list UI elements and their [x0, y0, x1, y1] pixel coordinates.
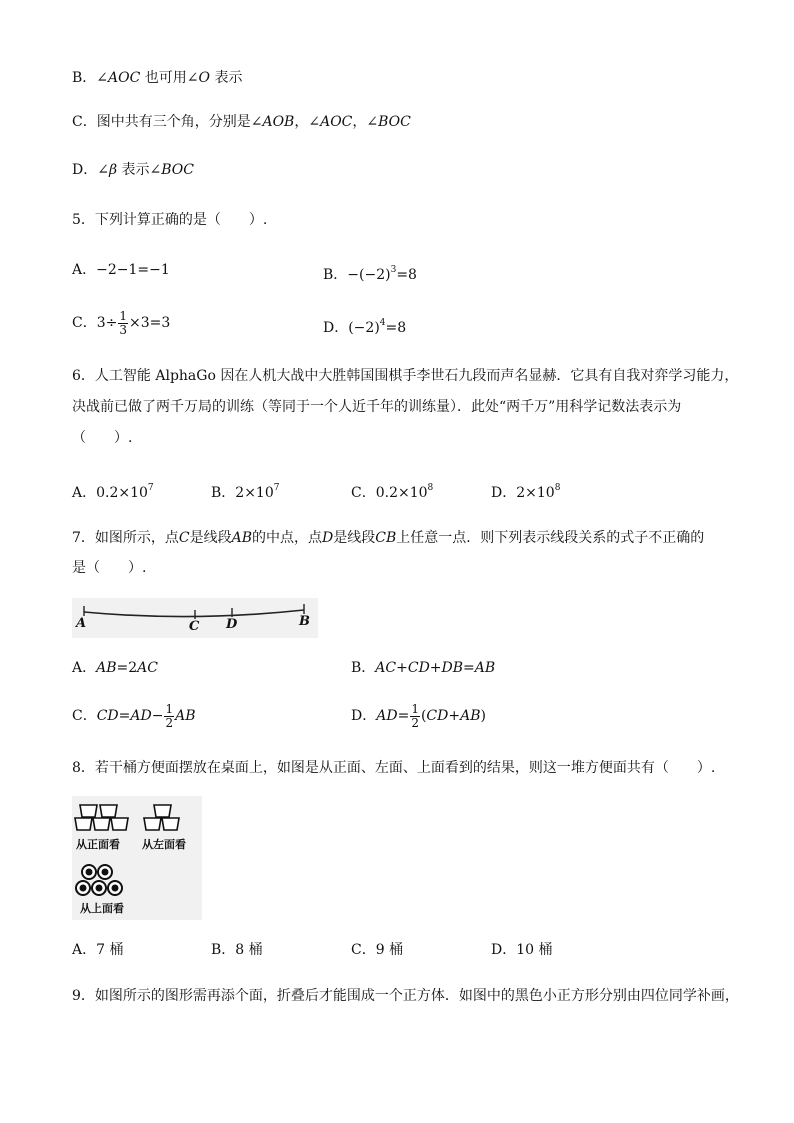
- q4-option-d: D．∠β 表示∠BOC: [72, 162, 194, 178]
- q7-option-c: C．CD=AD− $\frac{1}{2}$ AB: [72, 701, 196, 730]
- q8-option-b: B．8 桶: [211, 942, 263, 958]
- caption-left-view: 从左面看: [142, 838, 186, 851]
- q8-option-d: D．10 桶: [491, 942, 553, 958]
- left-view-drawing: [144, 805, 179, 830]
- q6-line-3: （ ）.: [72, 430, 133, 446]
- point-label-c: C: [189, 619, 200, 634]
- q6-option-a: A．$0.2\times 10^7$: [72, 483, 154, 501]
- q6-option-d: D．$2\times 10^8$: [491, 483, 561, 501]
- q6-option-c: C．$0.2\times 10^8$: [351, 483, 434, 501]
- q7-option-a: A．AB=2AC: [72, 660, 158, 676]
- q6-option-b: B．$2\times 10^7$: [211, 483, 280, 501]
- segment-figure: [72, 598, 318, 638]
- view-figure: [72, 796, 202, 920]
- q8-option-a: A．7 桶: [72, 942, 124, 958]
- fraction-one-half: $\frac{1}{2}$: [165, 701, 174, 730]
- point-label-b: B: [299, 614, 310, 629]
- q8-stem: 8．若干桶方便面摆放在桌面上，如图是从正面、左面、上面看到的结果，则这一堆方便面共有（ ）.: [72, 760, 716, 776]
- q7-line-1: 7．如图所示，点C是线段AB的中点，点D是线段CB上任意一点．则下列表示线段关系的式子不正确的: [72, 530, 705, 546]
- front-view-drawing: [75, 805, 128, 830]
- q7-line-2: 是（ ）.: [72, 560, 147, 576]
- point-label-d: D: [226, 617, 238, 632]
- q7-option-d: D．AD= $\frac{1}{2}$ (CD+AB): [351, 701, 486, 730]
- q9-line-1: 9．如图所示的图形需再添个面，折叠后才能围成一个正方体．如图中的黑色小正方形分别由四位同学补画，: [72, 988, 739, 1004]
- q6-line-1: 6．人工智能 AlphaGo 因在人机大战中大胜韩国围棋手李世石九段而声名显赫．它具有自我对弈学习能力，: [72, 368, 739, 384]
- q5-option-c: C．3÷ $\frac{1}{3}$ ×3=3: [72, 308, 171, 337]
- segment-line: [84, 610, 304, 617]
- fraction-one-half-d: $\frac{1}{2}$: [411, 701, 419, 730]
- top-view-drawing: [76, 865, 122, 895]
- q4-option-b: B．∠AOC 也可用∠O 表示: [72, 70, 243, 86]
- caption-front-view: 从正面看: [76, 838, 120, 851]
- q6-line-2: 决战前已做了两千万局的训练（等同于一个人近千年的训练量）．此处“两千万”用科学记数法表示为: [72, 399, 682, 415]
- q7-option-b: B．AC+CD+DB=AB: [351, 660, 496, 676]
- fraction-one-third: $\frac{1}{3}$: [119, 308, 127, 337]
- q5-option-d: D．$(-2)^4=8$: [323, 318, 407, 336]
- q4-option-c: C．图中共有三个角，分别是∠AOB，∠AOC，∠BOC: [72, 114, 411, 130]
- q5-option-a: A．−2−1=−1: [72, 262, 170, 278]
- q8-option-c: C．9 桶: [351, 942, 404, 958]
- caption-top-view: 从上面看: [80, 902, 124, 915]
- point-label-a: A: [76, 616, 87, 631]
- q5-stem: 5．下列计算正确的是（ ）.: [72, 212, 268, 228]
- q5-option-b: B．$-(-2)^3=8$: [323, 265, 417, 283]
